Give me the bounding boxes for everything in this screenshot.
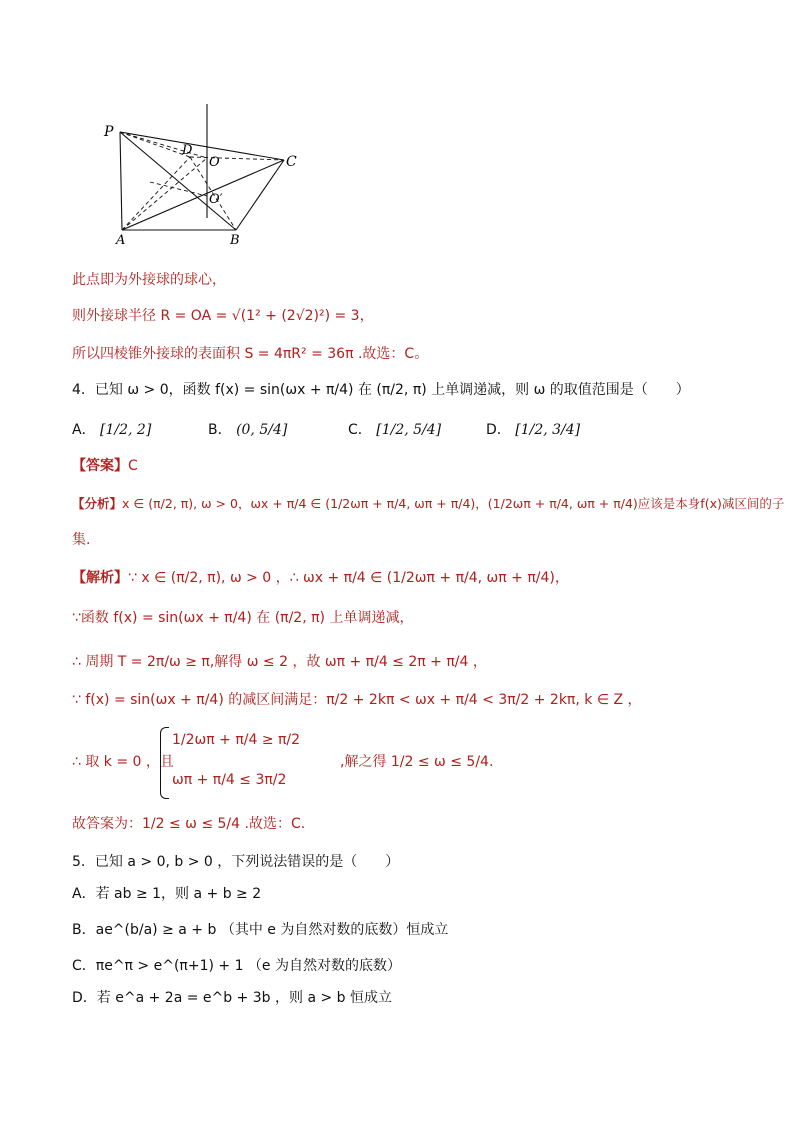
option-text: [1/2, 5/4] (376, 422, 442, 438)
solution-5-intro: ∴ 取 k = 0 ，且 (72, 754, 174, 770)
q5-option-a (72, 884, 261, 904)
q4-option-b (208, 420, 287, 440)
edge-ad (122, 157, 190, 230)
label-o: O (209, 155, 220, 170)
q4-analysis-cont: 集. (72, 532, 91, 548)
pyramid-figure (100, 100, 310, 248)
option-text: (0, 5/4] (236, 422, 288, 438)
label-b: B (230, 233, 240, 248)
label-c: C (286, 154, 297, 170)
q4-option-c (348, 420, 441, 440)
system-eq-2: ωπ + π/4 ≤ 3π/2 (172, 772, 287, 788)
label-o-prime: O′ (209, 192, 223, 207)
edge-pb (120, 132, 236, 230)
q5-option-c (72, 956, 401, 976)
q4-analysis (72, 494, 784, 514)
label-d: D (182, 143, 193, 158)
analysis-tag: 【分析】 (72, 496, 123, 511)
system-brace (160, 727, 169, 799)
option-key: A． (72, 886, 96, 902)
q4-option-d (486, 420, 580, 440)
q4-option-a (72, 420, 151, 440)
option-key: C． (72, 958, 96, 974)
prev-line-3: 所以四棱锥外接球的表面积 S = 4πR² = 36π .故选：C。 (72, 346, 429, 362)
solution-tag: 【解析】 (72, 570, 128, 586)
edge-pc (120, 132, 284, 160)
answer-value: C (128, 458, 138, 474)
option-key: B． (208, 422, 232, 438)
option-text: 若 ab ≥ 1，则 a + b ≥ 2 (95, 886, 262, 902)
q4-final: 故答案为：1/2 ≤ ω ≤ 5/4 .故选：C. (72, 816, 306, 832)
prev-line-1: 此点即为外接球的球心， (72, 272, 226, 288)
label-a: A (116, 233, 126, 248)
q4-solution-1 (72, 568, 569, 588)
option-text: πe^π > e^(π+1) + 1 （e 为自然对数的底数） (95, 958, 401, 974)
option-text: ae^(b/a) ≥ a + b （其中 e 为自然对数的底数）恒成立 (95, 922, 449, 938)
q5-stem: 5．已知 a > 0, b > 0 ，下列说法错误的是（ ） (72, 854, 400, 870)
edge-ao (122, 158, 207, 230)
q4-solution-4: ∵ f(x) = sin(ωx + π/4) 的减区间满足：π/2 + 2kπ < ωx + π/4 < 3π/2 + 2kπ, k ∈ Z ， (72, 692, 642, 708)
option-key: A． (72, 422, 96, 438)
q4-solution-2: ∵函数 f(x) = sin(ωx + π/4) 在 (π/2, π) 上单调递减， (72, 610, 414, 626)
q4-stem: 4．已知 ω > 0，函数 f(x) = sin(ωx + π/4) 在 (π/2, π) 上单调递减，则 ω 的取值范围是（ ） (72, 382, 690, 398)
solution-text: ∵ x ∈ (π/2, π), ω > 0 ，∴ ωx + π/4 ∈ (1/2ωπ + π/4, ωπ + π/4)， (128, 570, 569, 586)
option-key: D． (486, 422, 511, 438)
edge-pd (120, 132, 190, 157)
option-key: B． (72, 922, 96, 938)
system-eq-1: 1/2ωπ + π/4 ≥ π/2 (172, 732, 301, 748)
option-key: D． (72, 990, 97, 1006)
q5-option-d (72, 988, 392, 1008)
option-text: 若 e^a + 2a = e^b + 3b ，则 a > b 恒成立 (96, 990, 393, 1006)
edge-pa (120, 132, 122, 230)
edge-do2 (150, 182, 207, 196)
q4-solution-3: ∴ 周期 T = 2π/ω ≥ π,解得 ω ≤ 2 ，故 ωπ + π/4 ≤ 2π + π/4 ， (72, 654, 487, 670)
label-p: P (104, 124, 114, 140)
solution-5-result: ,解之得 1/2 ≤ ω ≤ 5/4. (340, 754, 494, 770)
analysis-text: x ∈ (π/2, π), ω > 0，ωx + π/4 ∈ (1/2ωπ + π/4, ωπ + π/4)，(1/2ωπ + π/4, ωπ + π/4)应该是本身f(x)减区间的子 (122, 496, 785, 511)
q5-option-b (72, 920, 448, 940)
option-key: C． (348, 422, 372, 438)
q4-solution-5 (72, 752, 174, 772)
option-text: [1/2, 3/4] (515, 422, 581, 438)
prev-line-2: 则外接球半径 R = OA = √(1² + (2√2)²) = 3， (72, 308, 374, 324)
q4-answer (72, 456, 138, 476)
option-text: [1/2, 2] (100, 422, 152, 438)
answer-tag: 【答案】 (72, 458, 128, 474)
